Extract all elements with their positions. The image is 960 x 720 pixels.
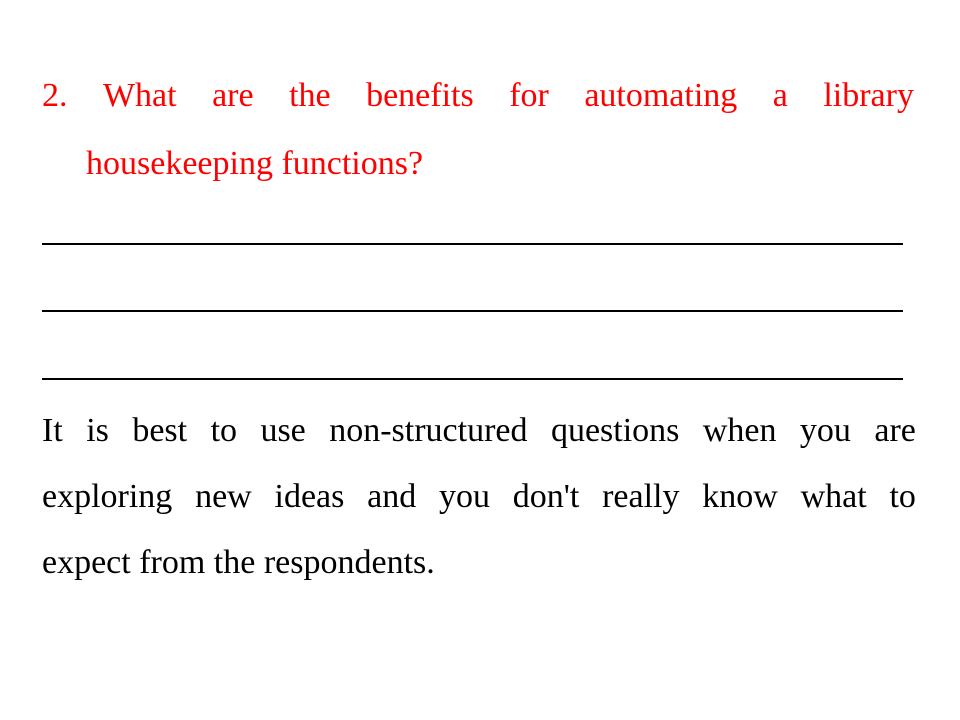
note-word: what bbox=[800, 478, 867, 515]
note-word: non-structured bbox=[329, 412, 528, 449]
note-word: expect from the respondents. bbox=[42, 544, 435, 581]
question-number: 2. bbox=[42, 77, 68, 114]
note-word: to bbox=[210, 412, 238, 449]
note-word: and bbox=[367, 478, 417, 515]
answer-blank-line bbox=[42, 243, 903, 245]
note-paragraph bbox=[42, 398, 916, 596]
note-word: best bbox=[132, 412, 188, 449]
question-word: the bbox=[289, 77, 331, 114]
question-word: a bbox=[772, 77, 788, 114]
note-word: are bbox=[874, 412, 916, 449]
note-line-3 bbox=[42, 530, 916, 596]
answer-blank-line bbox=[42, 310, 903, 312]
note-word: when bbox=[702, 412, 777, 449]
question-word: automating bbox=[584, 77, 738, 114]
note-word: questions bbox=[550, 412, 680, 449]
question-word: benefits bbox=[366, 77, 474, 114]
note-word: know bbox=[702, 478, 778, 515]
answer-blank-line bbox=[42, 378, 903, 380]
note-word: really bbox=[602, 478, 680, 515]
question-word: are bbox=[212, 77, 254, 114]
note-word: is bbox=[86, 412, 109, 449]
note-word: new bbox=[195, 478, 252, 515]
note-word: use bbox=[260, 412, 306, 449]
note-word: ideas bbox=[274, 478, 345, 515]
question-word: What bbox=[102, 77, 177, 114]
note-word: you bbox=[799, 412, 851, 449]
note-word: exploring bbox=[42, 478, 173, 515]
question-block bbox=[42, 62, 914, 198]
question-word: library bbox=[823, 77, 914, 114]
note-line-1 bbox=[42, 398, 916, 464]
note-word: you bbox=[438, 478, 490, 515]
note-word: don't bbox=[512, 478, 580, 515]
note-line-2 bbox=[42, 464, 916, 530]
question-line-1 bbox=[42, 62, 914, 130]
question-line-2: housekeeping functions? bbox=[86, 145, 424, 182]
note-word: to bbox=[889, 478, 916, 515]
question-word: for bbox=[509, 77, 549, 114]
note-word: It bbox=[42, 412, 63, 449]
